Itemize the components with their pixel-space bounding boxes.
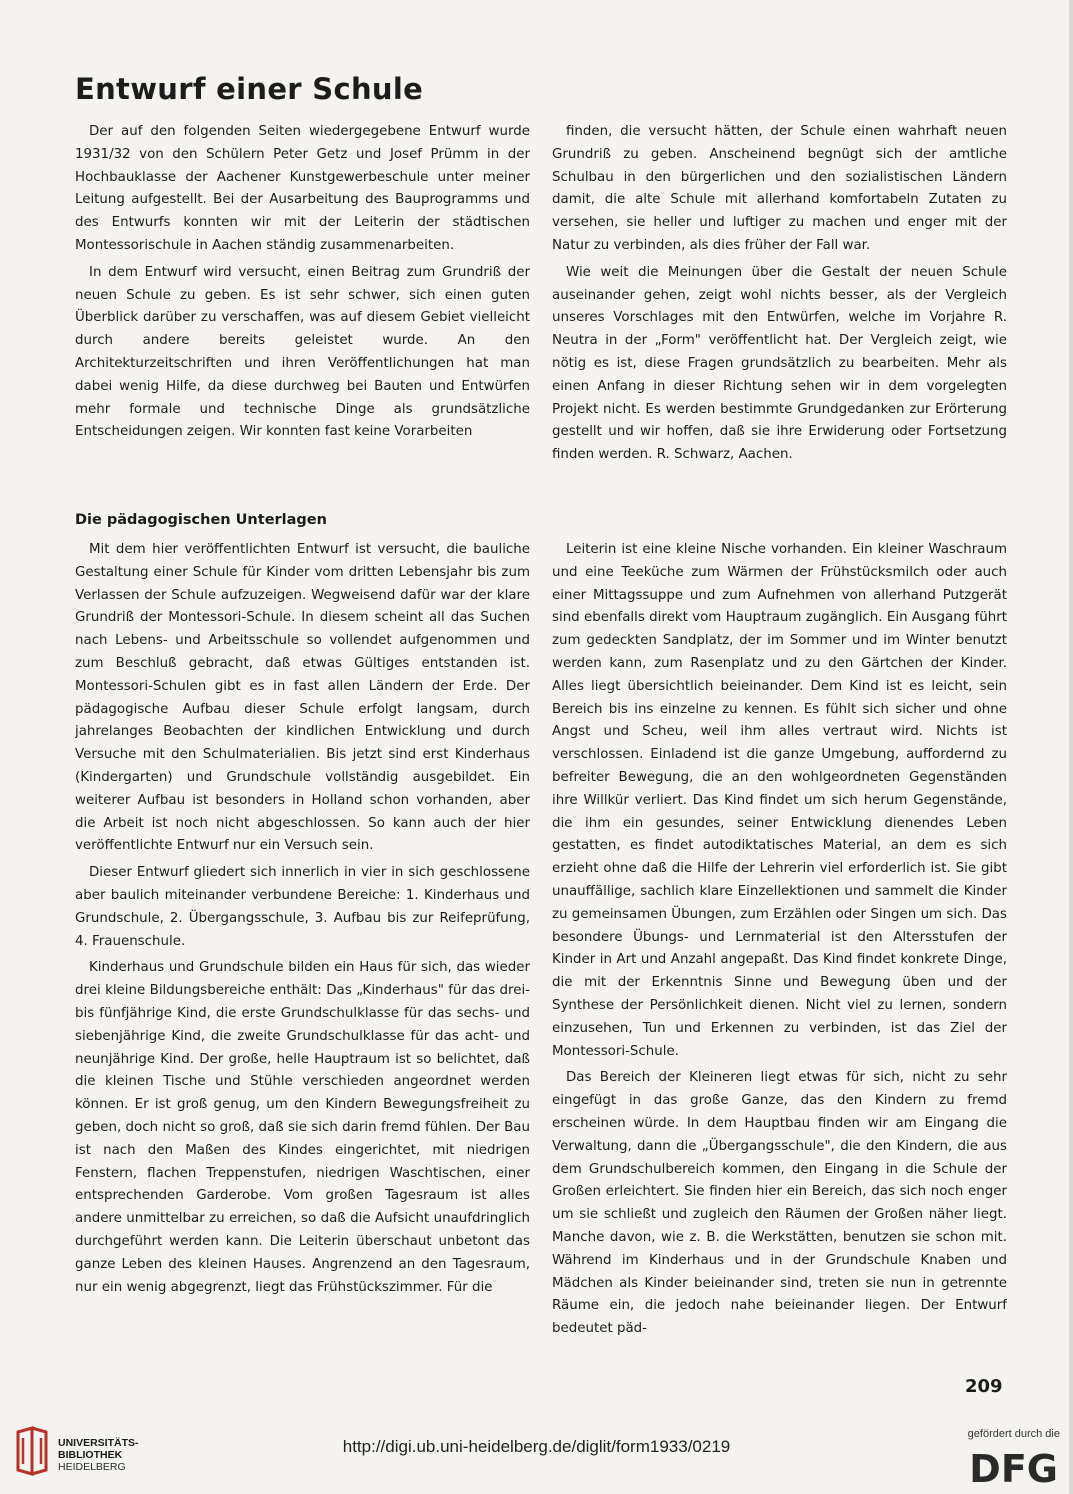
library-name-line: HEIDELBERG xyxy=(58,1461,126,1473)
article-title: Entwurf einer Schule xyxy=(75,72,424,106)
section-title: Die pädagogischen Unterlagen xyxy=(75,512,327,528)
paragraph: Mit dem hier veröffentlichten Entwurf ist versucht, die bauliche Gestaltung einer Schule für Kinder vom dritten Lebensjahr bis zum Verlassen der Schule aufzuzeigen. Wegweisend dafür war der klare Grundriß der Montessori-Schule. In diesem scheint all das Suchen nach Lebens- und Arbeitsschule so vollendet aufgenommen und zum Beschluß gebracht, daß etwas Gültiges entstanden ist. Montessori-Schulen gibt es in fast allen Ländern der Erde. Der pädagogische Aufbau dieser Schule erfolgt langsam, durch jahrelanges Beobachten der kindlichen Entwicklung und durch Versuche mit den Schulmaterialien. Bis jetzt sind erst Kinderhaus (Kindergarten) und Grundschule vollständig ausgebildet. Ein weiterer Aufbau ist besonders in Holland schon vorhanden, aber die Arbeit ist noch nicht abgeschlossen. So kann auch der hier veröffentlichte Entwurf nur ein Versuch sein. xyxy=(75,542,530,854)
page-number: 209 xyxy=(965,1376,1003,1397)
dfg-logo-text: DFG xyxy=(969,1449,1058,1485)
author-signature: R. Schwarz, Aachen. xyxy=(656,447,793,463)
intro-right-column xyxy=(552,121,1007,473)
paragraph: Das Bereich der Kleineren liegt etwas für sich, nicht zu sehr eingefügt in das große Ganze, das den Kindern zu fremd erscheinen würde. In dem Hauptbau finden wir am Eingang die Verwaltung, dann die „Übergangsschule", die den Kindern, die aus dem Grundschulbereich kommen, den Eingang in die Schule der Großen erleichtert. Sie finden hier ein Bereich, das sich noch enger um sie schließt und zugleich den Räumen der Großen näher liegt. Manche davon, wie z. B. die Werkstätten, benutzen sie schon mit. Während im Kinderhaus und in der Grundschule Knaben und Mädchen als Kinder beieinander sind, treten sie nun in getrennte Räume ein, die jedoch nahe beieinander liegen. Der Entwurf bedeutet päd- xyxy=(552,1070,1007,1337)
intro-left-column xyxy=(75,121,530,473)
dfg-logo-icon xyxy=(952,1449,1060,1485)
paragraph: In dem Entwurf wird versucht, einen Beitrag zum Grundriß der neuen Schule zu geben. Es ist sehr schwer, sich einen guten Überblick darüber zu verschaffen, was auf diesem Gebiet vielleicht durch andere bereits geleistet wurde. An den Architekturzeitschriften und ihren Veröffentlichungen hat man dabei wenig Hilfe, da diese durchweg bei Bauten und Entwürfen mehr formale und technische Dinge als grundsätzliche Entscheidungen zeigen. Wir konnten fast keine Vorarbeiten xyxy=(75,264,530,440)
body-right-column xyxy=(552,539,1007,1387)
library-name-line: BIBLIOTHEK xyxy=(58,1449,123,1461)
paragraph-text: Wie weit die Meinungen über die Gestalt der neuen Schule auseinander gehen, zeigt wohl nichts besser, als der Vergleich unseres Vorschlages mit den Entwürfen, welche im Vorjahre R. Neutra in der „Form" veröffentlicht hat. Der Vergleich zeigt, wie nötig es ist, diese Fragen grundsätzlich zu bearbeiten. Mehr als einen Anfang in dieser Richtung sehen wir in dem vorgelegten Projekt nicht. Es werden bestimmte Grundgedanken zur Erörterung gestellt und wir hoffen, daß sie ihre Erwiderung oder Fortsetzung finden werden. xyxy=(552,264,1007,463)
paragraph: Dieser Entwurf gliedert sich innerlich in vier in sich geschlossene aber baulich miteinander verbundene Bereiche: 1. Kinderhaus und Grundschule, 2. Übergangsschule, 3. Aufbau bis zur Reifeprüfung, 4. Frauenschule. xyxy=(75,865,530,949)
source-url-link[interactable]: http://digi.ub.uni-heidelberg.de/diglit/form1933/0219 xyxy=(342,1437,731,1456)
funder-text: gefördert durch die xyxy=(967,1428,1060,1440)
paragraph: finden, die versucht hätten, der Schule einen wahrhaft neuen Grundriß zu geben. Anscheinend begnügt sich der amtliche Schulbau in den bürgerlichen und den sozialistischen Ländern damit, die alte Schule mit allerhand komfortabeln Zutaten zu versehen, sie heller und luftiger zu machen und enger mit der Natur zu verbinden, als dies früher der Fall war. xyxy=(552,124,1007,253)
paragraph: Leiterin ist eine kleine Nische vorhanden. Ein kleiner Waschraum und eine Teeküche zum Wärmen der Frühstücksmilch oder auch einer Mittagssuppe und zum Aufnehmen von allerhand Putzgerät sind ebenfalls direkt vom Hauptraum zugänglich. Ein Ausgang führt zum gedeckten Sandplatz, der im Sommer und im Winter benutzt werden kann, zum Rasenplatz und zu den Gärtchen der Kinder. Alles liegt übersichtlich beieinander. Dem Kind ist es leicht, sein Bereich bis ins einzelne zu kennen. Es fühlt sich sicher und ohne Angst und Scheu, weil ihm alles vertraut wird. Nichts ist verschlossen. Einladend ist die ganze Umgebung, auffordernd zu befreiter Bewegung, die an den wohlgeordneten Gegenständen ihre Willkür verliert. Das Kind findet um sich herum Gegenstände, die ihm ein gesundes, seiner Entwicklung dienendes Leben gestatten, es findet autodiktatisches Material, an dem es sich erzieht ohne daß die Hilfe der Lehrerin viel erforderlich ist. Sie gibt unauffällige, sachlich klare Einzellektionen und sammelt die Kinder zu gemeinsamen Übungen, zum Erzählen oder Singen um sich. Das besondere Übungs- und Lernmaterial ist den Altersstufen der Kinder in Art und Anzahl angepaßt. Das Kind findet konkrete Dinge, die mit der Erkenntnis Sinne und Bewegung üben und der Synthese der Persönlichkeit dienen. Nicht viel zu lernen, sondern einzusehen, Tun und Erkennen zu verbinden, ist das Ziel der Montessori-Schule. xyxy=(552,542,1007,1059)
paragraph: Der auf den folgenden Seiten wiedergegebene Entwurf wurde 1931/32 von den Schülern Peter Getz und Josef Prümm in der Hochbauklasse der Aachener Kunstgewerbeschule unter meiner Leitung aufgestellt. Bei der Ausarbeitung des Bauprogramms und des Entwurfs konnten wir mit der Leiterin der städtischen Montessorischule in Aachen ständig zusammenarbeiten. xyxy=(75,124,530,253)
library-name-line: UNIVERSITÄTS- xyxy=(58,1437,139,1449)
body-left-column xyxy=(75,539,530,1387)
paragraph: Kinderhaus und Grundschule bilden ein Haus für sich, das wieder drei kleine Bildungsbereiche enthält: Das „Kinderhaus" für das drei- bis fünfjährige Kind, die erste Grundschulklasse für das sechs- und siebenjährige Kind, die zweite Grundschulklasse für das acht- und neunjährige Kind. Der große, helle Hauptraum ist so belichtet, daß die kleinen Tische und Stühle verschieden angeordnet werden können. Er ist groß genug, um den Kindern Bewegungsfreiheit zu geben, doch nicht so groß, daß sie sich darin fremd fühlen. Der Bau ist nach den Maßen des Kindes eingerichtet, mit niedrigen Fenstern, flachen Treppenstufen, niedrigen Waschtischen, einer entsprechenden Garderobe. Vom großen Tagesraum ist alles andere unmittelbar zu erreichen, so daß die Aufsicht unaufdringlich durchgeführt werden kann. Die Leiterin überschaut unbetont das ganze Leben des kleinen Hauses. Angrenzend an den Tagesraum, nur ein wenig abgegrenzt, liegt das Frühstückszimmer. Für die xyxy=(75,960,530,1295)
paragraph xyxy=(552,262,1007,467)
